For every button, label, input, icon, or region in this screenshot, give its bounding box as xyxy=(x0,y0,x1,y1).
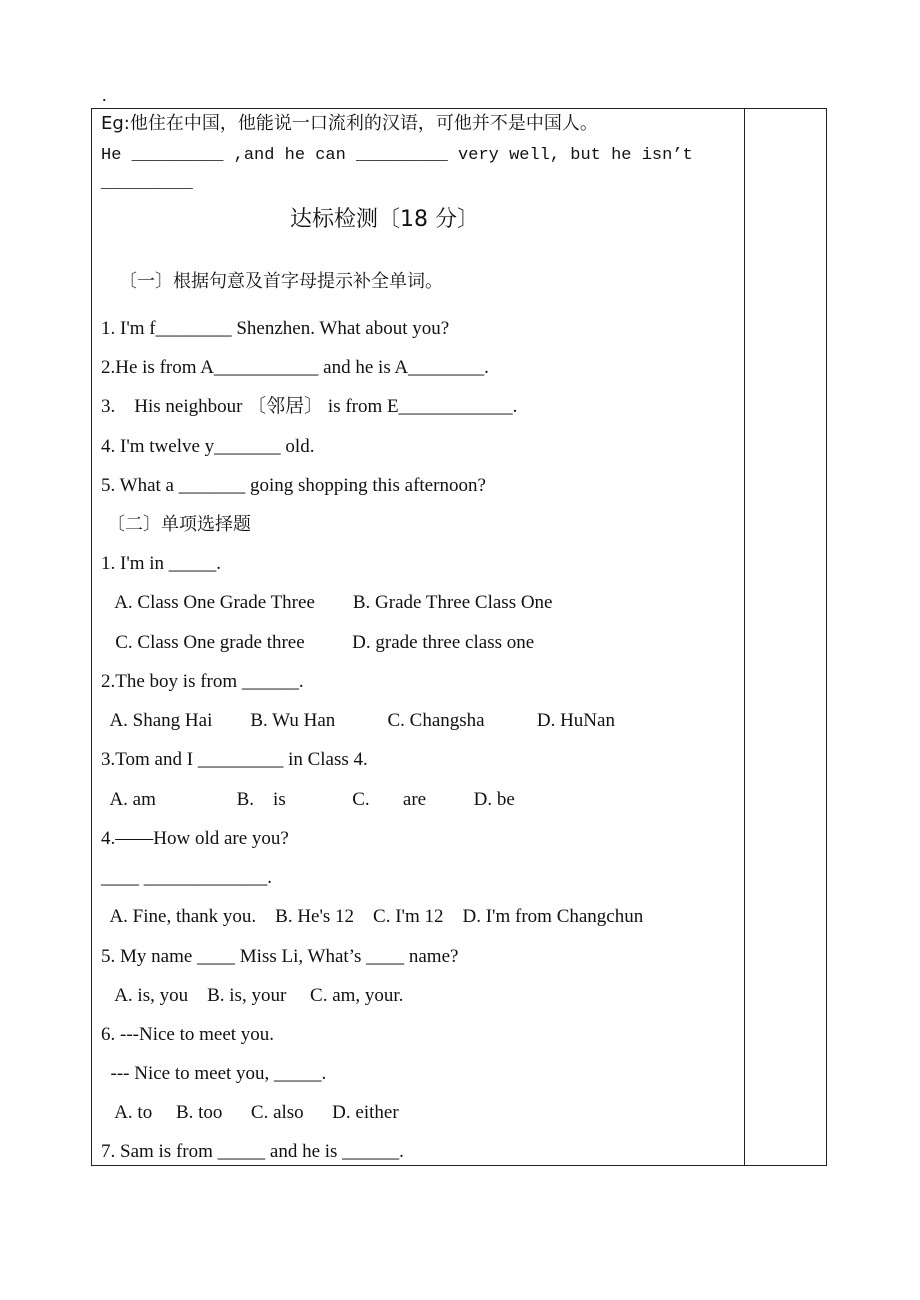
part2-line: A. Shang Hai B. Wu Han C. Changsha D. HuNan xyxy=(101,710,615,731)
example-english-sentence: He _________ ,and he can _________ very well, but he isn’t xyxy=(101,146,693,165)
part2-line: 4.——How old are you? xyxy=(101,828,289,849)
part1-item-3: 3. His neighbour 〔邻居〕 is from E____________. xyxy=(101,396,518,417)
part1-item-5: 5. What a _______ going shopping this afternoon? xyxy=(101,475,486,496)
part2-line: --- Nice to meet you, _____. xyxy=(101,1063,327,1084)
part2-line: A. Fine, thank you. B. He's 12 C. I'm 12 D. I'm from Changchun xyxy=(101,906,644,927)
part2-line: 1. I'm in _____. xyxy=(101,553,222,574)
part1-item-4: 4. I'm twelve y_______ old. xyxy=(101,436,315,457)
part2-line: A. is, you B. is, your C. am, your. xyxy=(101,985,404,1006)
part2-line: ____ _____________. xyxy=(101,867,272,888)
part1-title: 〔一〕根据句意及首字母提示补全单词。 xyxy=(119,271,443,292)
part2-line: 7. Sam is from _____ and he is ______. xyxy=(101,1141,404,1162)
part2-line: A. to B. too C. also D. either xyxy=(101,1102,399,1123)
part2-line: 6. ---Nice to meet you. xyxy=(101,1024,275,1045)
example-chinese-sentence: Eg:他住在中国，他能说一口流利的汉语，可他并不是中国人。 xyxy=(101,113,598,134)
part2-line: C. Class One grade three D. grade three class one xyxy=(101,632,535,653)
page-dot: . xyxy=(102,85,107,105)
part1-item-2: 2.He is from A___________ and he is A________. xyxy=(101,357,489,378)
part2-line: 3.Tom and I _________ in Class 4. xyxy=(101,749,368,770)
part2-line: 5. My name ____ Miss Li, What’s ____ name? xyxy=(101,946,459,967)
part2-line: A. am B. is C. are D. be xyxy=(101,789,515,810)
example-blank-continuation: _________ xyxy=(101,174,193,193)
section-title: 达标检测〔18 分〕 xyxy=(290,207,479,232)
part2-title: 〔二〕单项选择题 xyxy=(107,514,251,535)
part1-item-1: 1. I'm f________ Shenzhen. What about you? xyxy=(101,318,450,339)
part2-line: A. Class One Grade Three B. Grade Three Class One xyxy=(101,592,553,613)
part2-line: 2.The boy is from ______. xyxy=(101,671,304,692)
table-column-divider xyxy=(744,108,745,1166)
